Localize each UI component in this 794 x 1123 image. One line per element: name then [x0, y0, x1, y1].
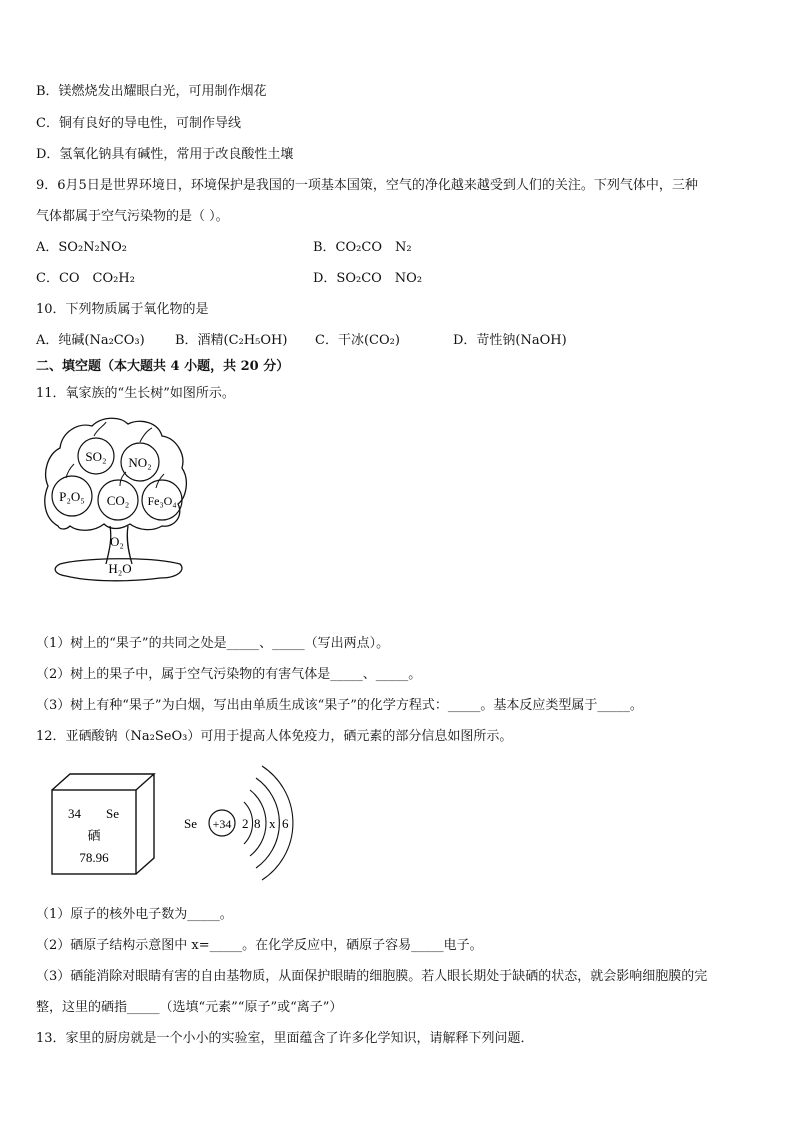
q12-stem: 12．亚硒酸钠（Na₂SeO₃）可用于提高人体免疫力，硒元素的部分信息如图所示。: [36, 729, 513, 744]
q8-option-b: B．镁燃烧发出耀眼白光，可用制作烟花: [36, 84, 267, 99]
atomic-number: 34: [68, 806, 81, 821]
q12-sub3-line1: （3）硒能消除对眼睛有害的自由基物质，从面保护眼睛的细胞膜。若人眼长期处于缺硒的状态，就会影响细胞膜的完: [36, 969, 708, 984]
fruit-p2o5: P₂O₅: [59, 489, 85, 504]
element-symbol: Se: [106, 806, 119, 821]
q8-option-c: C．铜有良好的导电性，可制作导线: [36, 116, 241, 131]
q10-option-b: B．酒精(C₂H₅OH): [175, 333, 288, 348]
fruit-no2: NO₂: [128, 455, 152, 470]
oxygen-family-tree-figure: [40, 414, 190, 584]
q9-option-a: A．SO₂N₂NO₂: [36, 240, 127, 255]
shell-2-count: 8: [254, 816, 261, 831]
q11-sub1: （1）树上的“果子”的共同之处是_____、_____（写出两点）。: [36, 636, 390, 651]
atomic-mass: 78.96: [79, 850, 109, 865]
atom-structure-figure: [180, 762, 300, 888]
q12-sub1: （1）原子的核外电子数为_____。: [36, 907, 233, 922]
q9-option-b: B．CO₂CO N₂: [313, 240, 412, 255]
nucleus-charge: +34: [212, 817, 232, 831]
ground-label-h2o: H₂O: [108, 561, 132, 576]
fruit-fe3o4: Fe₃O₄: [147, 494, 177, 508]
shell-4-count: 6: [282, 816, 289, 831]
q11-sub3: （3）树上有种“果子”为白烟，写出由单质生成该“果子”的化学方程式：_____。基本反应类型属于_____。: [36, 698, 643, 713]
q9-option-c: C．CO CO₂H₂: [36, 271, 135, 286]
trunk-label-o2: O₂: [110, 534, 124, 549]
section-heading: 二、填空题（本大题共 4 小题，共 20 分）: [36, 359, 290, 374]
q9-stem-line1: 9．6月5日是世界环境日，环境保护是我国的一项基本国策，空气的净化越来越受到人们的关注。下列气体中，三种: [36, 178, 698, 193]
q12-sub3-line2: 整，这里的硒指_____（选填“元素”“原子”或“离子”）: [36, 1000, 343, 1015]
q10-stem: 10．下列物质属于氧化物的是: [36, 302, 209, 317]
atom-symbol: Se: [184, 816, 197, 831]
fruit-so2: SO₂: [85, 449, 107, 464]
shell-3-count: x: [269, 816, 276, 831]
q11-stem: 11．氧家族的“生长树”如图所示。: [36, 386, 235, 401]
q10-option-c: C．干冰(CO₂): [315, 333, 400, 348]
element-card-figure: [50, 772, 160, 878]
q9-option-d: D．SO₂CO NO₂: [313, 271, 423, 286]
q11-sub2: （2）树上的果子中，属于空气污染物的有害气体是_____、_____。: [36, 667, 422, 682]
q8-option-d: D．氢氧化钠具有碱性，常用于改良酸性土壤: [36, 147, 294, 162]
fruit-co2: CO₂: [106, 493, 130, 508]
q10-option-a: A．纯碱(Na₂CO₃): [36, 333, 145, 348]
q9-stem-line2: 气体都属于空气污染物的是（ ）。: [36, 209, 229, 224]
q13-stem: 13．家里的厨房就是一个小小的实验室，里面蕴含了许多化学知识，请解释下列问题．: [36, 1031, 534, 1046]
element-name: 硒: [87, 828, 101, 843]
q10-option-d: D．苛性钠(NaOH): [453, 333, 567, 348]
shell-1-count: 2: [242, 816, 249, 831]
q12-sub2: （2）硒原子结构示意图中 x=_____。在化学反应中，硒原子容易_____电子。: [36, 938, 483, 953]
